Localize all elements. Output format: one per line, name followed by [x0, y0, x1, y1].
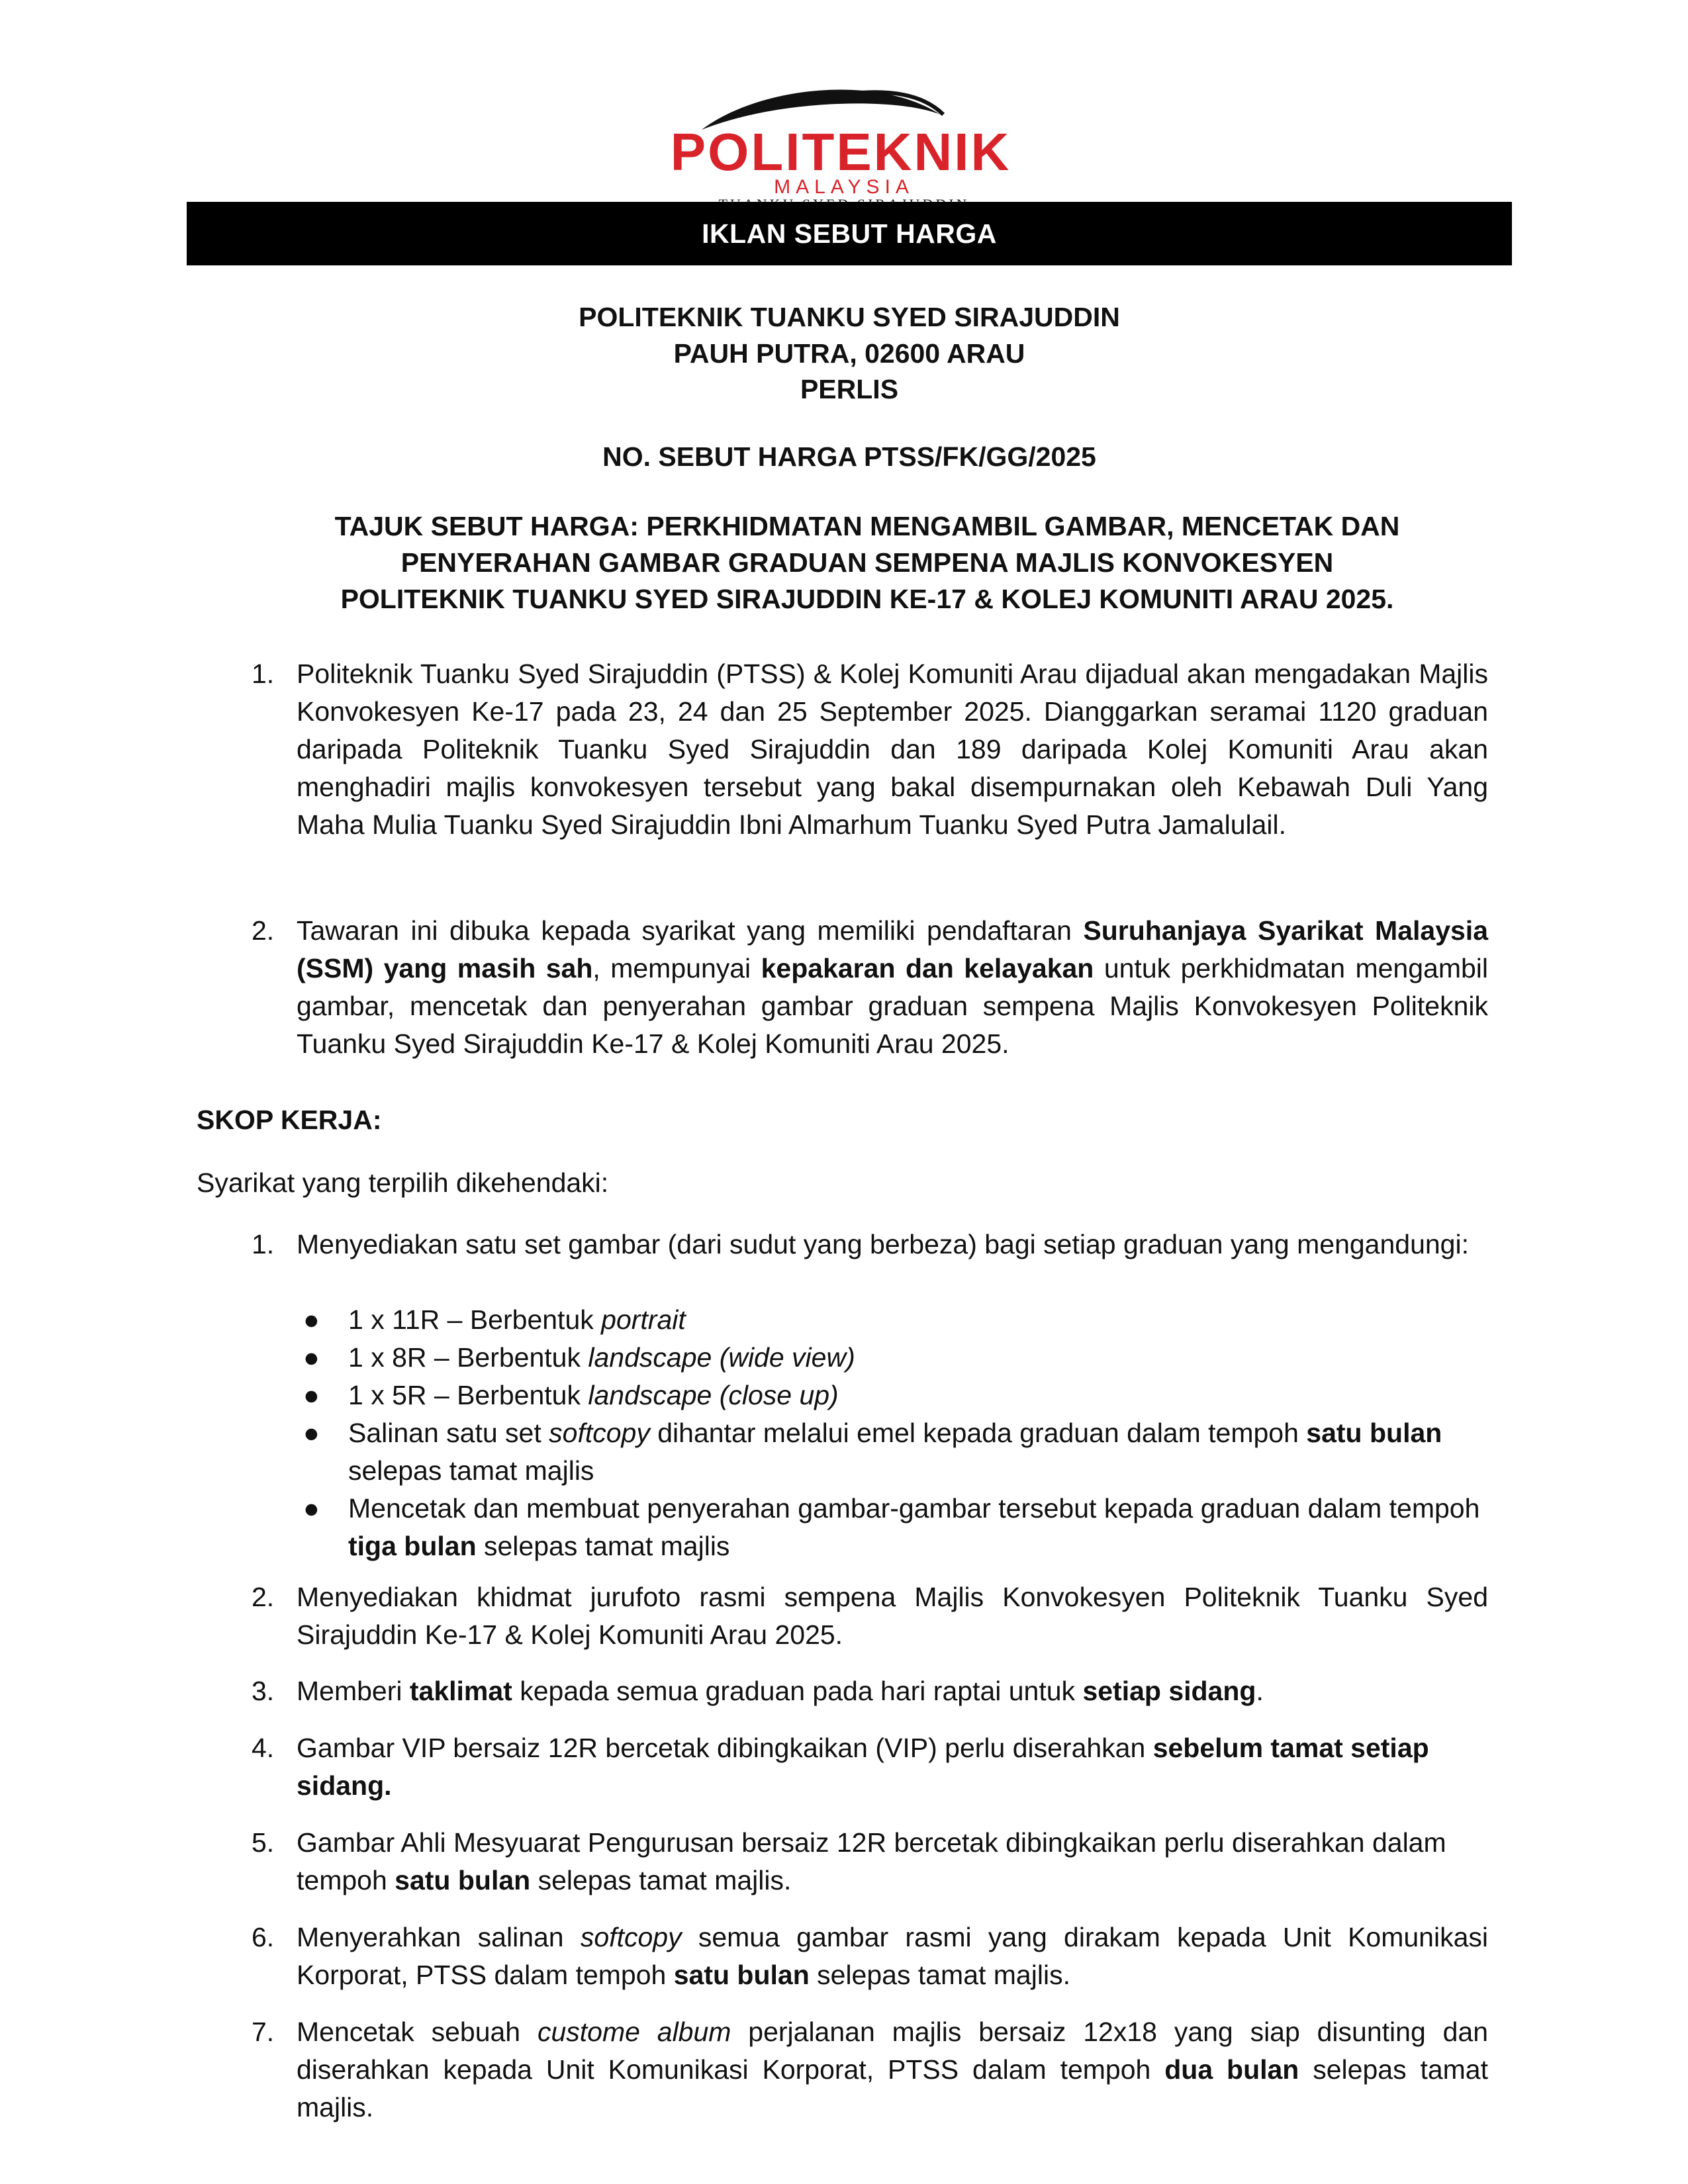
title-banner — [187, 202, 1512, 265]
list-item: ● Mencetak dan membuat penyerahan gambar-gambar tersebut kepada graduan dalam tempoh tiga bulan selepas tamat majlis — [297, 1490, 1508, 1565]
logo-country: MALAYSIA — [774, 176, 914, 198]
item-number: 1. — [252, 659, 275, 689]
list-item: ● 1 x 11R – Berbentuk portrait — [297, 1301, 1508, 1339]
item-text: Gambar Ahli Mesyuarat Pengurusan bersaiz 12R bercetak dibingkaikan perlu diserahkan dalam tempoh satu bulan selepas tamat majlis. — [297, 1827, 1446, 1895]
list-item: ● 1 x 5R – Berbentuk landscape (close up) — [297, 1377, 1508, 1414]
address-line-1: PAUH PUTRA, 02600 ARAU — [673, 338, 1025, 369]
item-number: 3. — [252, 1676, 275, 1706]
item-number: 1. — [252, 1229, 275, 1259]
bullet-icon: ● — [303, 1418, 320, 1448]
bullet-icon: ● — [303, 1342, 320, 1373]
logo-wordmark: POLITEKNIK — [670, 122, 1011, 181]
scope-heading: SKOP KERJA: — [197, 1105, 382, 1135]
title-line-1: TAJUK SEBUT HARGA: PERKHIDMATAN MENGAMBIL GAMBAR, MENCETAK DAN — [334, 511, 1400, 541]
item-number: 2. — [252, 915, 275, 946]
deliverables-list — [297, 1301, 1508, 1565]
politeknik-logo — [662, 78, 1019, 198]
quotation-number: NO. SEBUT HARGA PTSS/FK/GG/2025 — [602, 441, 1096, 472]
institution-name: POLITEKNIK TUANKU SYED SIRAJUDDIN — [579, 302, 1120, 332]
item-text: Gambar VIP bersaiz 12R bercetak dibingkaikan (VIP) perlu diserahkan sebelum tamat setiap sidang. — [297, 1733, 1429, 1801]
item-number: 5. — [252, 1827, 275, 1858]
banner-title: IKLAN SEBUT HARGA — [702, 218, 997, 249]
quotation-title — [252, 508, 1483, 617]
list-item: ● 1 x 8R – Berbentuk landscape (wide view) — [297, 1339, 1508, 1377]
list-item: ● Salinan satu set softcopy dihantar melalui emel kepada graduan dalam tempoh satu bulan selepas tamat majlis — [297, 1414, 1508, 1490]
bullet-icon: ● — [303, 1304, 320, 1335]
title-line-2: PENYERAHAN GAMBAR GRADUAN SEMPENA MAJLIS KONVOKESYEN — [400, 547, 1334, 578]
item-text: Memberi taklimat kepada semua graduan pada hari raptai untuk setiap sidang. — [297, 1676, 1264, 1706]
bullet-icon: ● — [303, 1493, 320, 1524]
bullet-icon: ● — [303, 1380, 320, 1410]
title-line-3: POLITEKNIK TUANKU SYED SIRAJUDDIN KE-17 & KOLEJ KOMUNITI ARAU 2025. — [340, 584, 1394, 614]
item-number: 2. — [252, 1582, 275, 1612]
item-text: Menyerahkan salinan softcopy semua gambar rasmi yang dirakam kepada Unit Komunikasi Korporat, PTSS dalam tempoh satu bulan selepas tamat majlis. — [297, 1922, 1488, 1990]
address-line-2: PERLIS — [800, 374, 899, 404]
scope-lead: Syarikat yang terpilih dikehendaki: — [197, 1167, 609, 1198]
item-text: Menyediakan khidmat jurufoto rasmi sempena Majlis Konvokesyen Politeknik Tuanku Syed Sirajuddin Ke-17 & Kolej Komuniti Arau 2025. — [297, 1582, 1488, 1650]
item-text: Politeknik Tuanku Syed Sirajuddin (PTSS) & Kolej Komuniti Arau dijadual akan mengadakan Majlis Konvokesyen Ke-17 pada 23, 24 dan 25 September 2025. Dianggarkan seramai 1120 graduan daripada Politeknik Tuanku Syed Sirajuddin dan 189 daripada Kolej Komuniti Arau akan menghadiri majlis konvokesyen tersebut yang bakal disempurnakan oleh Kebawah Duli Yang Maha Mulia Tuanku Syed Sirajuddin Ibni Almarhum Tuanku Syed Putra Jamalulail. — [297, 659, 1488, 840]
item-text: Tawaran ini dibuka kepada syarikat yang memiliki pendaftaran Suruhanjaya Syarikat Malaysia (SSM) yang masih sah, mempunyai kepakaran dan kelayakan untuk perkhidmatan mengambil gambar, mencetak dan penyerahan gambar graduan sempena Majlis Konvokesyen Politeknik Tuanku Syed Sirajuddin Ke-17 & Kolej Komuniti Arau 2025. — [297, 915, 1488, 1059]
item-number: 4. — [252, 1733, 275, 1763]
item-text: Mencetak sebuah custome album perjalanan majlis bersaiz 12x18 yang siap disunting dan diserahkan kepada Unit Komunikasi Korporat, PTSS dalam tempoh dua bulan selepas tamat majlis. — [297, 2017, 1489, 2122]
item-text: Menyediakan satu set gambar (dari sudut yang berbeza) bagi setiap graduan yang mengandungi: — [297, 1229, 1469, 1259]
item-number: 6. — [252, 1922, 275, 1952]
item-number: 7. — [252, 2017, 275, 2047]
